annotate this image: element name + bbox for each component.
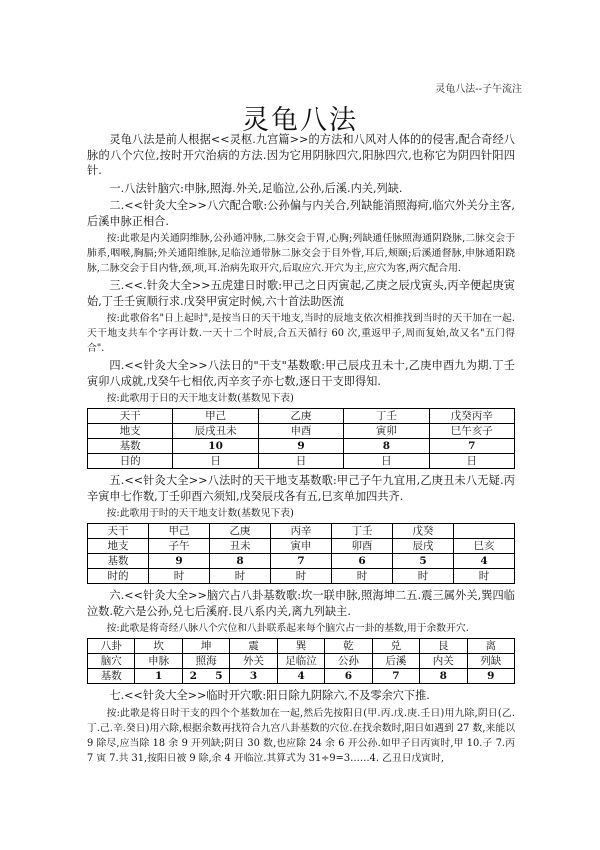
table-cell: 戊癸丙辛 bbox=[429, 409, 514, 424]
table-cell: 坎 bbox=[135, 639, 182, 654]
table-cell: 时的 bbox=[88, 569, 149, 584]
day-base-table bbox=[87, 408, 515, 469]
section-7-note: 按:此歌是将日时干支的四个个基数加在一起,然后先按阳日(甲.丙.戊.庚.壬日)用九除,阴日(乙.丁.己.辛.癸日)用六除,根据余数再找符合九宫八卦基数的穴位.在找余数时,阳日如遇到 27 数,来能以 9 除尽,应当除 18 余 9 开列缺;阴日 30 数,也应除 24 余 6 开公孙.如甲子日丙寅时,甲 10.子 7.丙 7 寅 7.共 31,按阳日被 9 除,余 4 开临泣.其算式为 31÷9=3……4. 乙丑日戊寅时, bbox=[87, 707, 515, 764]
table-cell: 八卦 bbox=[88, 639, 135, 654]
table-cell: 脑穴 bbox=[88, 654, 135, 669]
table-cell: 9 bbox=[467, 669, 515, 684]
table-row bbox=[88, 454, 515, 469]
table-row bbox=[88, 539, 515, 554]
table-cell: 时 bbox=[210, 569, 271, 584]
time-base-table bbox=[87, 523, 515, 584]
table-cell: 6 bbox=[325, 669, 372, 684]
page-title: 灵龟八法 bbox=[242, 105, 358, 136]
table-cell: 时 bbox=[393, 569, 454, 584]
table-cell: 时 bbox=[332, 569, 393, 584]
table-cell: 日 bbox=[258, 454, 343, 469]
table-cell: 丁壬 bbox=[344, 409, 429, 424]
table-cell: 寅卯 bbox=[344, 424, 429, 439]
table-cell: 7 bbox=[429, 439, 514, 454]
section-2: 二.<<针灸大全>>八穴配合歌:公孙偏与内关合,列缺能消照海疴,临穴外关分主客,后溪申脉正相合. bbox=[87, 199, 515, 228]
section-6: 六.<<针灸大全>>脑穴占八卦基数歌:坎一联申脉,照海坤二五.震三属外关,巽四临泣数.乾六是公孙,兑七后溪府.艮八系内关,离九列缺主. bbox=[87, 589, 515, 618]
table-cell: 时 bbox=[149, 569, 210, 584]
section-4: 四.<<针灸大全>>八法日的"干支"基数歌:甲己辰戌丑未十,乙庚申酉九为期.丁壬寅卯八成就,戊癸午七相依,丙辛亥子亦七数,逐日干支即得知. bbox=[87, 359, 515, 388]
table-cell: 5 bbox=[393, 554, 454, 569]
section-5-note: 按:此歌用于时的天干地支计数(基数见下表) bbox=[106, 508, 294, 519]
table-cell: 卯酉 bbox=[332, 539, 393, 554]
table-cell: 丙辛 bbox=[271, 524, 332, 539]
table-row bbox=[88, 654, 515, 669]
table-cell: 乾 bbox=[325, 639, 372, 654]
table-cell: 6 bbox=[332, 554, 393, 569]
table-cell: 内关 bbox=[420, 654, 467, 669]
table-cell: 9 bbox=[149, 554, 210, 569]
table-cell: 天干 bbox=[88, 409, 173, 424]
table-cell: 甲己 bbox=[173, 409, 258, 424]
section-4-note: 按:此歌用于日的天干地支计数(基数见下表) bbox=[106, 393, 294, 404]
table-cell: 日 bbox=[344, 454, 429, 469]
table-cell: 艮 bbox=[420, 639, 467, 654]
table-cell: 地支 bbox=[88, 424, 173, 439]
table-cell: 乙庚 bbox=[210, 524, 271, 539]
table-cell: 照海 bbox=[182, 654, 229, 669]
section-1: 一.八法针脑穴:申脉,照海.外关,足临泣,公孙,后溪.内关,列缺. bbox=[109, 181, 403, 195]
table-cell bbox=[135, 669, 182, 684]
table-cell: 戊癸 bbox=[393, 524, 454, 539]
section-7: 七.<<针灸大全>>临时开穴歌:阳日除九阴除六,不及零余穴下推. bbox=[109, 689, 430, 702]
table-cell: 巳午亥子 bbox=[429, 424, 514, 439]
table-cell: 乙庚 bbox=[258, 409, 343, 424]
table-cell: 申酉 bbox=[258, 424, 343, 439]
section-3-note: 按:此歌俗名"日上起时",是按当日的天干地支,当时的辰地支依次相推找到当时的天干加在一起.天干地支共车个字再计数.一天十二个时辰,合五天循行 60 次,重返甲子,周而复始,故又名"五门得合". bbox=[87, 313, 515, 354]
table-row bbox=[88, 439, 515, 454]
table-cell: 3 bbox=[230, 669, 277, 684]
table-cell: 丑未 bbox=[210, 539, 271, 554]
table-cell: 列缺 bbox=[467, 654, 515, 669]
table-row bbox=[88, 424, 515, 439]
table-cell: 10 bbox=[173, 439, 258, 454]
table-cell: 8 bbox=[210, 554, 271, 569]
table-row bbox=[88, 524, 515, 539]
table-cell: 4 bbox=[277, 669, 324, 684]
table-cell: 基数 bbox=[88, 554, 149, 569]
table-cell: 日 bbox=[429, 454, 514, 469]
table-cell: 8 bbox=[344, 439, 429, 454]
document-body bbox=[87, 132, 515, 768]
table-cell: 巽 bbox=[277, 639, 324, 654]
table-cell: 申脉 bbox=[135, 654, 182, 669]
table-row bbox=[88, 554, 515, 569]
table-cell: 时 bbox=[454, 569, 515, 584]
section-5: 五.<<针灸大全>>八法时的天干地支基数歌:甲己子午九宜用,乙庚丑未八无疑.丙辛寅申七作数,丁壬卯酉六须知,戊癸辰戌各有五,巳亥单加四共齐. bbox=[87, 474, 515, 503]
table-cell: 巳亥 bbox=[454, 539, 515, 554]
table-cell: 基数 bbox=[88, 439, 173, 454]
table-row bbox=[88, 669, 515, 684]
table-cell: 足临泣 bbox=[277, 654, 324, 669]
section-3: 三.<<.针灸大全>>五虎建日时歌:甲己之日丙寅起,乙庚之辰戊寅头,丙辛便起庚寅始,丁壬壬寅顺行求.戊癸甲寅定时候,六十首法助医流 bbox=[87, 279, 515, 308]
table-row bbox=[88, 409, 515, 424]
table-cell: 外关 bbox=[230, 654, 277, 669]
section-2-note: 按:此歌是内关通阴维脉,公孙通冲脉,二脉交会于胃,心胸;列缺通任脉照海通阴跷脉,二脉交会于肺系,咽喉,胸膈;外关通阳维脉,足临泣通带脉二脉交会于目外眥,耳后,颊颐;后溪通督脉,申脉通阳跷脉,二脉交会于目内眥,颈,项,耳.治病先取开穴,后取应穴.开穴为主,应穴为客,两穴配合用. bbox=[87, 233, 515, 274]
table-cell: 7 bbox=[372, 669, 419, 684]
table-cell: 子午 bbox=[149, 539, 210, 554]
table-cell: 8 bbox=[420, 669, 467, 684]
table-cell: 后溪 bbox=[372, 654, 419, 669]
table-cell: 辰戌丑未 bbox=[173, 424, 258, 439]
table-cell: 地支 bbox=[88, 539, 149, 554]
table-cell: 4 bbox=[454, 554, 515, 569]
table-cell: 公孙 bbox=[325, 654, 372, 669]
table-cell: 坤 bbox=[182, 639, 229, 654]
base-number: 5 bbox=[215, 670, 223, 682]
table-cell: 寅申 bbox=[271, 539, 332, 554]
table-cell: 兑 bbox=[372, 639, 419, 654]
table-cell: 离 bbox=[467, 639, 515, 654]
table-row bbox=[88, 569, 515, 584]
header-note: 灵龟八法--子午流注 bbox=[435, 84, 522, 95]
table-cell bbox=[182, 669, 229, 684]
table-row bbox=[88, 639, 515, 654]
table-cell: 震 bbox=[230, 639, 277, 654]
table-cell: 时 bbox=[271, 569, 332, 584]
table-cell: 辰戌 bbox=[393, 539, 454, 554]
table-cell: 丁壬 bbox=[332, 524, 393, 539]
table-cell: 甲己 bbox=[149, 524, 210, 539]
table-cell: 基数 bbox=[88, 669, 135, 684]
table-cell: 日的 bbox=[88, 454, 173, 469]
base-number: 1 bbox=[155, 670, 163, 682]
table-cell: 7 bbox=[271, 554, 332, 569]
table-cell: 天干 bbox=[88, 524, 149, 539]
section-6-note: 按:此歌是将奇经八脉八个穴位和八卦联系起来每个脑穴占一卦的基数,用于余数开穴. bbox=[106, 623, 469, 634]
intro-paragraph: 灵龟八法是前人根据<<灵枢.九宫篇>>的方法和八风对人体的的侵害,配合奇经八脉的八个穴位,按时开穴治病的方法.因为它用阴脉四穴,阳脉四穴,也称它为阴四针阳四针. bbox=[87, 133, 515, 177]
base-number: 2 bbox=[189, 670, 197, 682]
table-cell: 日 bbox=[173, 454, 258, 469]
table-cell bbox=[454, 524, 515, 539]
gua-base-table bbox=[87, 638, 515, 684]
table-cell: 9 bbox=[258, 439, 343, 454]
